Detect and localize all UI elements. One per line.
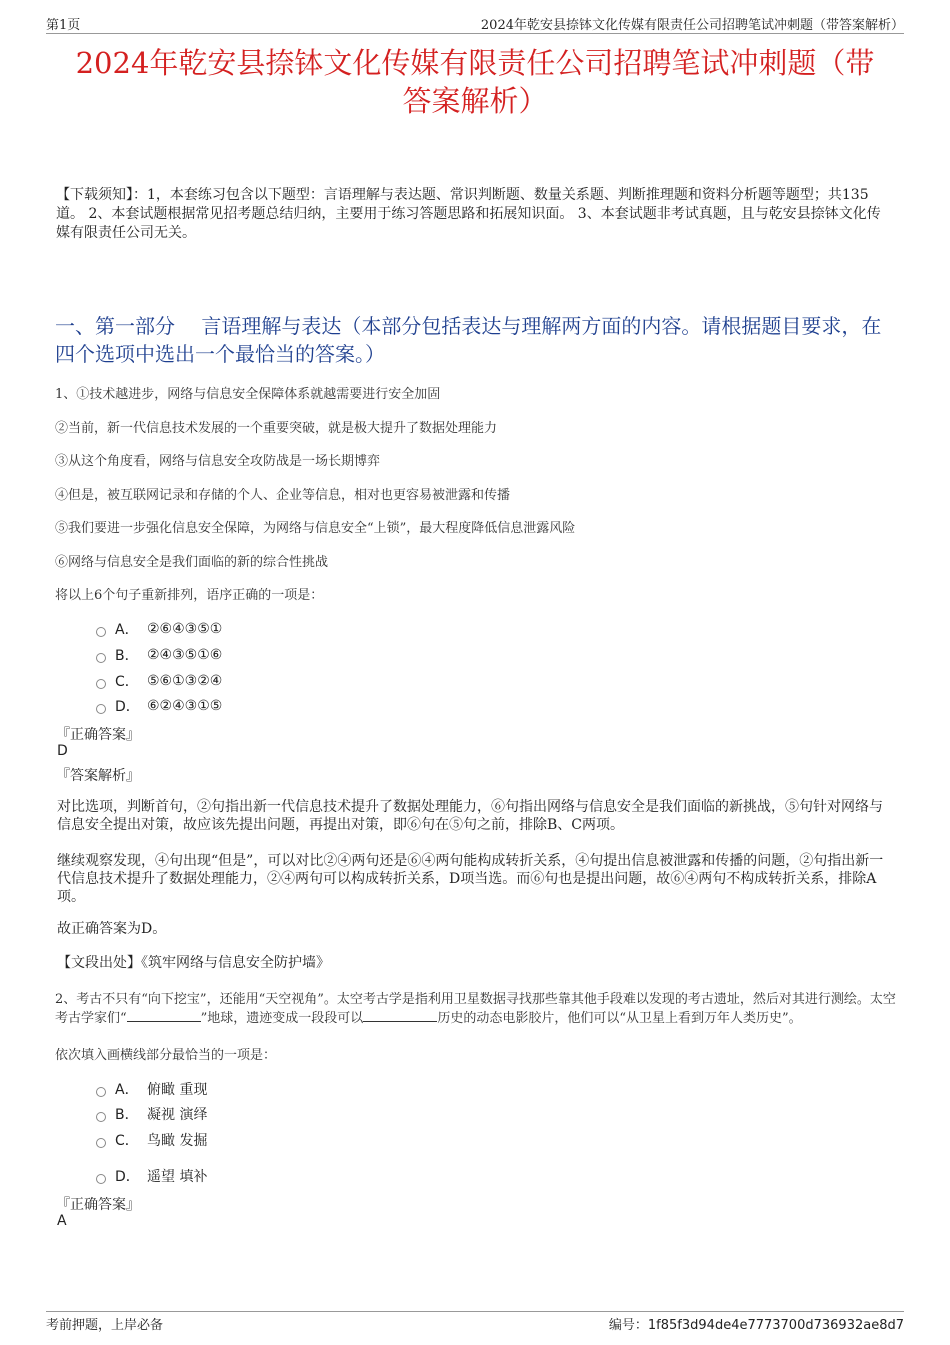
page-number: 第1页 <box>46 18 81 33</box>
option-letter: B． <box>115 1107 139 1123</box>
q2-stem: 依次填入画横线部分最恰当的一项是： <box>55 1048 277 1063</box>
q2-option-d[interactable] <box>96 1166 207 1186</box>
q2-text <box>55 990 904 1028</box>
option-text: ②⑥④③⑤① <box>147 621 223 637</box>
code-value: 1f85f3d94de4e7773700d736932ae8d7 <box>647 1318 904 1333</box>
q1-option-b[interactable] <box>96 645 222 665</box>
q2-option-c[interactable] <box>96 1130 207 1150</box>
q1-source: 【文段出处】《筑牢网络与信息安全防护墙》 <box>57 955 330 971</box>
option-text: ②④③⑤①⑥ <box>147 647 223 663</box>
q2-text-part-3: 历史的动态电影胶片，他们可以“从卫星上看到万年人类历史”。 <box>437 1011 802 1026</box>
q1-option-c[interactable] <box>96 671 222 691</box>
q1-option-a[interactable] <box>96 619 222 639</box>
q1-analysis-paragraph-2: 继续观察发现，④句出现“但是”，可以对比②④两句还是⑥④两句能构成转折关系，④句提出信息被泄露和传播的问题，②句指出新一代信息技术提升了数据处理能力，②④两句可以构成转折关系，D项当选。而⑥句也是提出问题，故⑥④两句不构成转折关系，排除A项。 <box>57 853 884 905</box>
q2-option-a[interactable] <box>96 1079 207 1099</box>
radio-icon[interactable] <box>96 653 106 663</box>
q2-text-part-1: 2、考古不只有“向下挖宝”，还能用“天空视角”。太空考古学是指利用卫星数据寻找那些靠其他手段难以发现的考古遗址，然后对其进行测绘。太空考古学家们“ <box>55 992 896 1026</box>
q1-sentence-6: ⑥网络与信息安全是我们面临的新的综合性挑战 <box>55 555 329 570</box>
option-letter: D． <box>115 1169 140 1185</box>
option-text: 俯瞰 重现 <box>147 1082 208 1098</box>
q2-blank-1 <box>127 1009 201 1022</box>
radio-icon[interactable] <box>96 1174 106 1184</box>
option-letter: A． <box>115 622 139 638</box>
option-text: 鸟瞰 发掘 <box>147 1133 208 1149</box>
option-text: 凝视 演绎 <box>147 1107 208 1123</box>
option-letter: A． <box>115 1082 139 1098</box>
option-text: ⑥②④③①⑤ <box>147 698 223 714</box>
radio-icon[interactable] <box>96 679 106 689</box>
document-code <box>609 1314 904 1333</box>
code-label: 编号： <box>608 1318 648 1333</box>
title-line-2: 答案解析） <box>402 84 548 118</box>
radio-icon[interactable] <box>96 1138 106 1148</box>
radio-icon[interactable] <box>96 704 106 714</box>
download-notice: 【下载须知】：1，本套练习包含以下题型：言语理解与表达题、常识判断题、数量关系题、判断推理题和资料分析题等题型；共135道。 2、本套试题根据常见招考题总结归纳，主要用于练习答题思路和拓展知识面。 3、本套试题非考试真题，且与乾安县捺钵文化传媒有限责任公司无关。 <box>56 187 881 241</box>
option-letter: C． <box>115 1133 139 1149</box>
q1-stem: 将以上6个句子重新排列，语序正确的一项是： <box>55 588 324 603</box>
q2-answer-label: 『正确答案』 <box>56 1197 140 1213</box>
q1-sentence-2: ②当前，新一代信息技术发展的一个重要突破，就是极大提升了数据处理能力 <box>55 421 498 436</box>
option-letter: B． <box>115 648 139 664</box>
section-heading: 一、第一部分 言语理解与表达（本部分包括表达与理解两方面的内容。请根据题目要求，在四个选项中选出一个最恰当的答案。） <box>55 314 882 366</box>
option-text: 遥望 填补 <box>147 1169 208 1185</box>
q2-text-part-2: ”地球，遗迹变成一段段可以 <box>200 1011 364 1026</box>
q1-sentence-4: ④但是，被互联网记录和存储的个人、企业等信息，相对也更容易被泄露和传播 <box>55 488 511 503</box>
q1-sentence-1: 1、①技术越进步，网络与信息安全保障体系就越需要进行安全加固 <box>55 387 441 402</box>
option-text: ⑤⑥①③②④ <box>147 673 223 689</box>
radio-icon[interactable] <box>96 627 106 637</box>
q1-answer-label: 『正确答案』 <box>56 727 140 743</box>
document-title <box>50 44 900 120</box>
title-line-1: 2024年乾安县捺钵文化传媒有限责任公司招聘笔试冲刺题（带 <box>75 46 875 80</box>
footer-divider <box>46 1311 904 1312</box>
q2-blank-2 <box>363 1009 437 1022</box>
q2-option-b[interactable] <box>96 1104 207 1124</box>
q1-analysis-paragraph-3: 故正确答案为D。 <box>57 921 167 937</box>
q1-option-d[interactable] <box>96 696 222 716</box>
q1-sentence-3: ③从这个角度看，网络与信息安全攻防战是一场长期博弈 <box>55 454 381 469</box>
radio-icon[interactable] <box>96 1112 106 1122</box>
q1-analysis-paragraph-1: 对比选项，判断首句，②句指出新一代信息技术提升了数据处理能力，⑥句指出网络与信息安全是我们面临的新挑战，⑤句针对网络与信息安全提出对策，故应该先提出问题，再提出对策，即⑥句在⑤句之前，排除B、C两项。 <box>57 799 883 833</box>
running-title: 2024年乾安县捺钵文化传媒有限责任公司招聘笔试冲刺题（带答案解析） <box>480 18 904 33</box>
q1-sentence-5: ⑤我们要进一步强化信息安全保障，为网络与信息安全“上锁”，最大程度降低信息泄露风险 <box>55 521 576 536</box>
radio-icon[interactable] <box>96 1087 106 1097</box>
header-divider <box>46 33 904 34</box>
footer-slogan: 考前押题，上岸必备 <box>46 1318 164 1333</box>
q2-answer: A <box>57 1213 67 1229</box>
option-letter: D． <box>115 699 140 715</box>
q1-analysis-label: 『答案解析』 <box>56 768 140 784</box>
option-letter: C． <box>115 674 139 690</box>
q1-answer: D <box>57 743 68 759</box>
